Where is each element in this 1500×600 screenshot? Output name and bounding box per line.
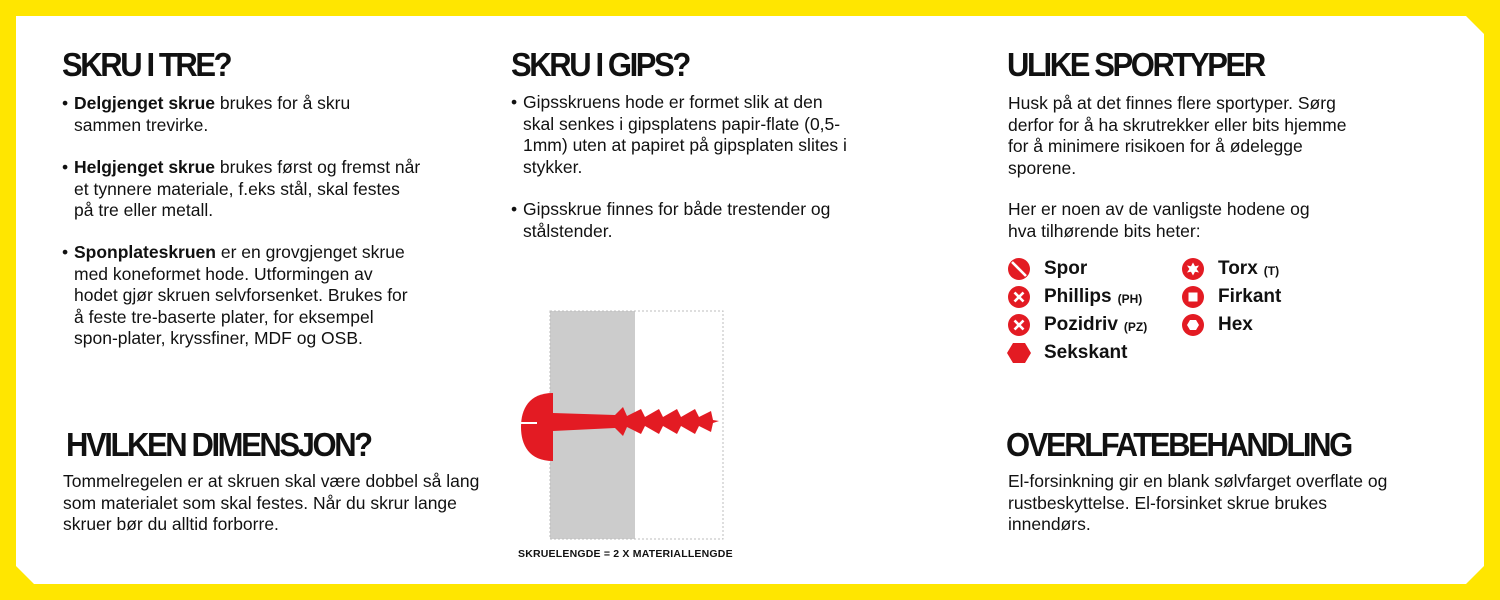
screw-length-illustration xyxy=(515,305,735,545)
bullet-text: brukes først og fremst når et tynnere materiale, f.eks stål, skal festes på tre eller metall. xyxy=(74,157,421,220)
sportyper-intro-2: Her er noen av de vanligste hodene og hva tilhørende bits heter: xyxy=(1008,199,1310,241)
square-icon xyxy=(1181,285,1205,309)
head-name: Torx xyxy=(1218,258,1258,279)
head-name: Pozidriv xyxy=(1044,314,1118,335)
head-name: Spor xyxy=(1044,258,1088,279)
bullet-gips-stender xyxy=(511,199,873,242)
hexagon-icon xyxy=(1007,341,1031,365)
bullet-text: er en grovgjenget skrue med koneformet hode. Utformingen av hodet gjør skruen selvforsenket. Brukes for å feste tre-baserte plater, for eksempel spon-plater, kryssfiner, MDF og OSB. xyxy=(74,242,408,348)
dimension-text: Tommelregelen er at skruen skal være dobbel så lang som materialet som skal festes. Når du skrur lange skruer bør du alltid forborre. xyxy=(63,471,480,534)
bullet-delgjenget xyxy=(62,93,414,136)
bullet-sponplateskrue xyxy=(62,242,419,350)
head-name: Phillips xyxy=(1044,286,1112,307)
torx-icon xyxy=(1181,257,1205,281)
sportyper-intro: Husk på at det finnes flere sportyper. Sørg derfor for å ha skrutrekker eller bits hjemme for å minimere risikoen for å ødelegge sporene. xyxy=(1008,93,1347,178)
head-abbr: (PZ) xyxy=(1123,320,1148,334)
slot-icon xyxy=(1007,257,1031,281)
phillips-icon xyxy=(1007,285,1031,309)
heading-ulike-sportyper: ULIKE SPORTYPER xyxy=(1007,46,1264,84)
heading-skru-i-tre: SKRU I TRE? xyxy=(62,46,231,84)
head-torx xyxy=(1181,257,1279,281)
bullet-bold: Delgjenget skrue xyxy=(74,93,216,113)
head-sekskant xyxy=(1007,341,1127,365)
pozidriv-icon xyxy=(1007,313,1031,337)
bullet-text: Gipsskrue finnes for både trestender og stålstender. xyxy=(523,199,831,241)
heading-hvilken-dimensjon: HVILKEN DIMENSJON? xyxy=(66,426,371,464)
bullet-text: brukes for å skru sammen trevirke. xyxy=(74,93,351,135)
head-phillips xyxy=(1007,285,1142,309)
head-abbr: (T) xyxy=(1263,264,1280,278)
head-spor xyxy=(1007,257,1087,281)
bullet-bold: Helgjenget skrue xyxy=(74,157,216,177)
heading-overflatebehandling: OVERLFATEBEHANDLING xyxy=(1006,426,1351,464)
heading-skru-i-gips: SKRU I GIPS? xyxy=(511,46,689,84)
head-hex xyxy=(1181,313,1253,337)
surface-text: El-forsinkning gir en blank sølvfarget overflate og rustbeskyttelse. El-forsinket skrue brukes innendørs. xyxy=(1008,471,1388,534)
head-abbr: (PH) xyxy=(1117,292,1143,306)
bullet-bold: Sponplateskruen xyxy=(74,242,216,262)
head-firkant xyxy=(1181,285,1281,309)
head-name: Sekskant xyxy=(1044,342,1128,363)
head-name: Hex xyxy=(1218,314,1253,335)
hex-socket-icon xyxy=(1181,313,1205,337)
bullet-helgjenget xyxy=(62,157,424,222)
head-pozidriv xyxy=(1007,313,1147,337)
illustration-caption: SKRUELENGDE = 2 X MATERIALLENGDE xyxy=(518,548,733,560)
bullet-text: Gipsskruens hode er formet slik at den skal senkes i gipsplatens papir-flate (0,5-1mm) uten at papiret på gipsplaten slites i stykker. xyxy=(523,92,847,177)
bullet-gips-hode xyxy=(511,92,853,178)
head-name: Firkant xyxy=(1218,286,1282,307)
